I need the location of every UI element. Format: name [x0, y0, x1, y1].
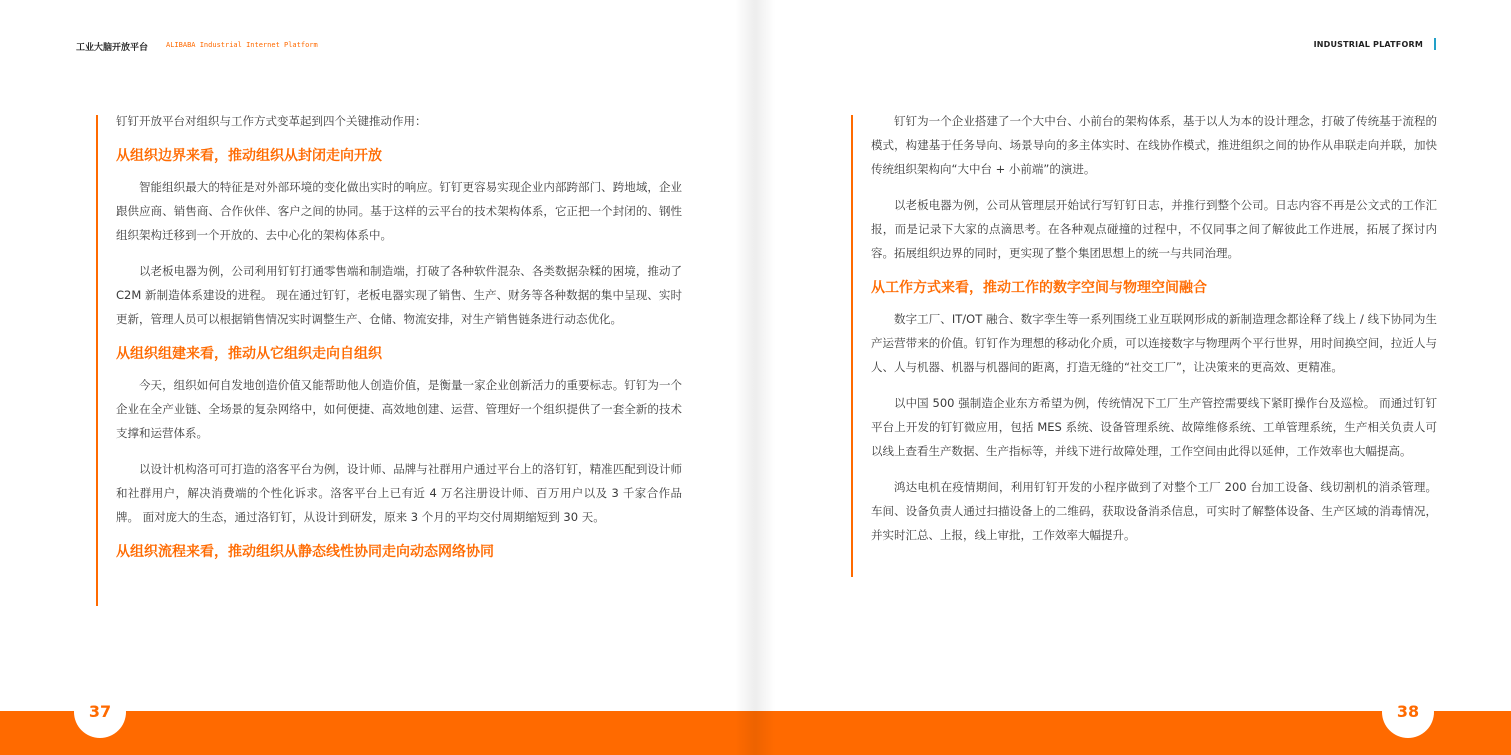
left-content — [116, 109, 682, 571]
book-spine-shadow — [735, 0, 775, 755]
section-heading-boundary: 从组织边界来看，推动组织从封闭走向开放 — [116, 148, 382, 164]
header-right-title: INDUSTRIAL PLATFORM — [1313, 40, 1423, 49]
header-accent-bar — [1434, 38, 1436, 50]
left-page — [0, 0, 755, 755]
right-page — [755, 0, 1511, 755]
left-accent-line — [96, 115, 98, 606]
header-title: 工业大脑开放平台 — [76, 43, 149, 53]
header-subtitle: ALIBABA Industrial Internet Platform — [166, 41, 318, 49]
intro-paragraph: 钉钉开放平台对组织与工作方式变革起到四个关键推动作用： — [116, 114, 427, 128]
right-content — [871, 109, 1437, 559]
paragraph: 数字工厂、IT/OT 融合、数字孪生等一系列围绕工业互联网形成的新制造理念都诠释了线上 / 线下协同为生产运营带来的价值。钉钉作为理想的移动化介质，可以连接数字与物理两个平行世界，用时间换空间，拉近人与人、人与机器、机器与机器间的距离，打造无缝的“社交工厂”，让决策来的更高效、更精准。 — [871, 312, 1437, 374]
paragraph: 以设计机构洛可可打造的洛客平台为例，设计师、品牌与社群用户通过平台上的洛钉钉，精准匹配到设计师和社群用户，解决消费端的个性化诉求。洛客平台上已有近 4 万名注册设计师、百万用户以及 3 千家合作品牌。 面对庞大的生态，通过洛钉钉，从设计到研发，原来 3 个月的平均交付周期缩短到 30 天。 — [116, 462, 682, 524]
right-accent-line — [851, 115, 853, 577]
page-number-left: 37 — [74, 686, 126, 738]
paragraph: 以老板电器为例，公司从管理层开始试行写钉钉日志，并推行到整个公司。日志内容不再是公文式的工作汇报，而是记录下大家的点滴思考。在各种观点碰撞的过程中，不仅同事之间了解彼此工作进展，拓展了探讨内容。拓展组织边界的同时，更实现了整个集团思想上的统一与共同治理。 — [871, 198, 1437, 260]
section-heading-workstyle: 从工作方式来看，推动工作的数字空间与物理空间融合 — [871, 280, 1207, 296]
paragraph: 以中国 500 强制造企业东方希望为例，传统情况下工厂生产管控需要线下紧盯操作台及巡检。 而通过钉钉平台上开发的钉钉微应用，包括 MES 系统、设备管理系统、故障维修系统、工单管理系统，生产相关负责人可以线上查看生产数据、生产指标等，并线下进行故障处理，工作空间由此得以延伸，工作效率也大幅提高。 — [871, 396, 1437, 458]
paragraph: 鸿达电机在疫情期间，利用钉钉开发的小程序做到了对整个工厂 200 台加工设备、线切割机的消杀管理。车间、设备负责人通过扫描设备上的二维码，获取设备消杀信息，可实时了解整体设备、生产区域的消毒情况，并实时汇总、上报，线上审批，工作效率大幅提升。 — [871, 480, 1437, 542]
section-heading-formation: 从组织组建来看，推动从它组织走向自组织 — [116, 346, 382, 362]
paragraph: 今天，组织如何自发地创造价值又能帮助他人创造价值，是衡量一家企业创新活力的重要标志。钉钉为一个企业在全产业链、全场景的复杂网络中，如何便捷、高效地创建、运营、管理好一个组织提供了一套全新的技术支撑和运营体系。 — [116, 378, 682, 440]
paragraph: 以老板电器为例，公司利用钉钉打通零售端和制造端，打破了各种软件混杂、各类数据杂糅的困境，推动了 C2M 新制造体系建设的进程。 现在通过钉钉，老板电器实现了销售、生产、财务等各种数据的集中呈现、实时更新，管理人员可以根据销售情况实时调整生产、仓储、物流安排，对生产销售链条进行动态优化。 — [116, 264, 682, 326]
page-number-right: 38 — [1382, 686, 1434, 738]
paragraph: 智能组织最大的特征是对外部环境的变化做出实时的响应。钉钉更容易实现企业内部跨部门、跨地域，企业跟供应商、销售商、合作伙伴、客户之间的协同。基于这样的云平台的技术架构体系，它正把一个封闭的、钢性组织架构迁移到一个开放的、去中心化的架构体系中。 — [116, 180, 682, 242]
paragraph: 钉钉为一个企业搭建了一个大中台、小前台的架构体系，基于以人为本的设计理念，打破了传统基于流程的模式，构建基于任务导向、场景导向的多主体实时、在线协作模式，推进组织之间的协作从串联走向并联，加快传统组织架构向“大中台 + 小前端”的演进。 — [871, 114, 1437, 176]
section-heading-process: 从组织流程来看，推动组织从静态线性协同走向动态网络协同 — [116, 544, 494, 560]
